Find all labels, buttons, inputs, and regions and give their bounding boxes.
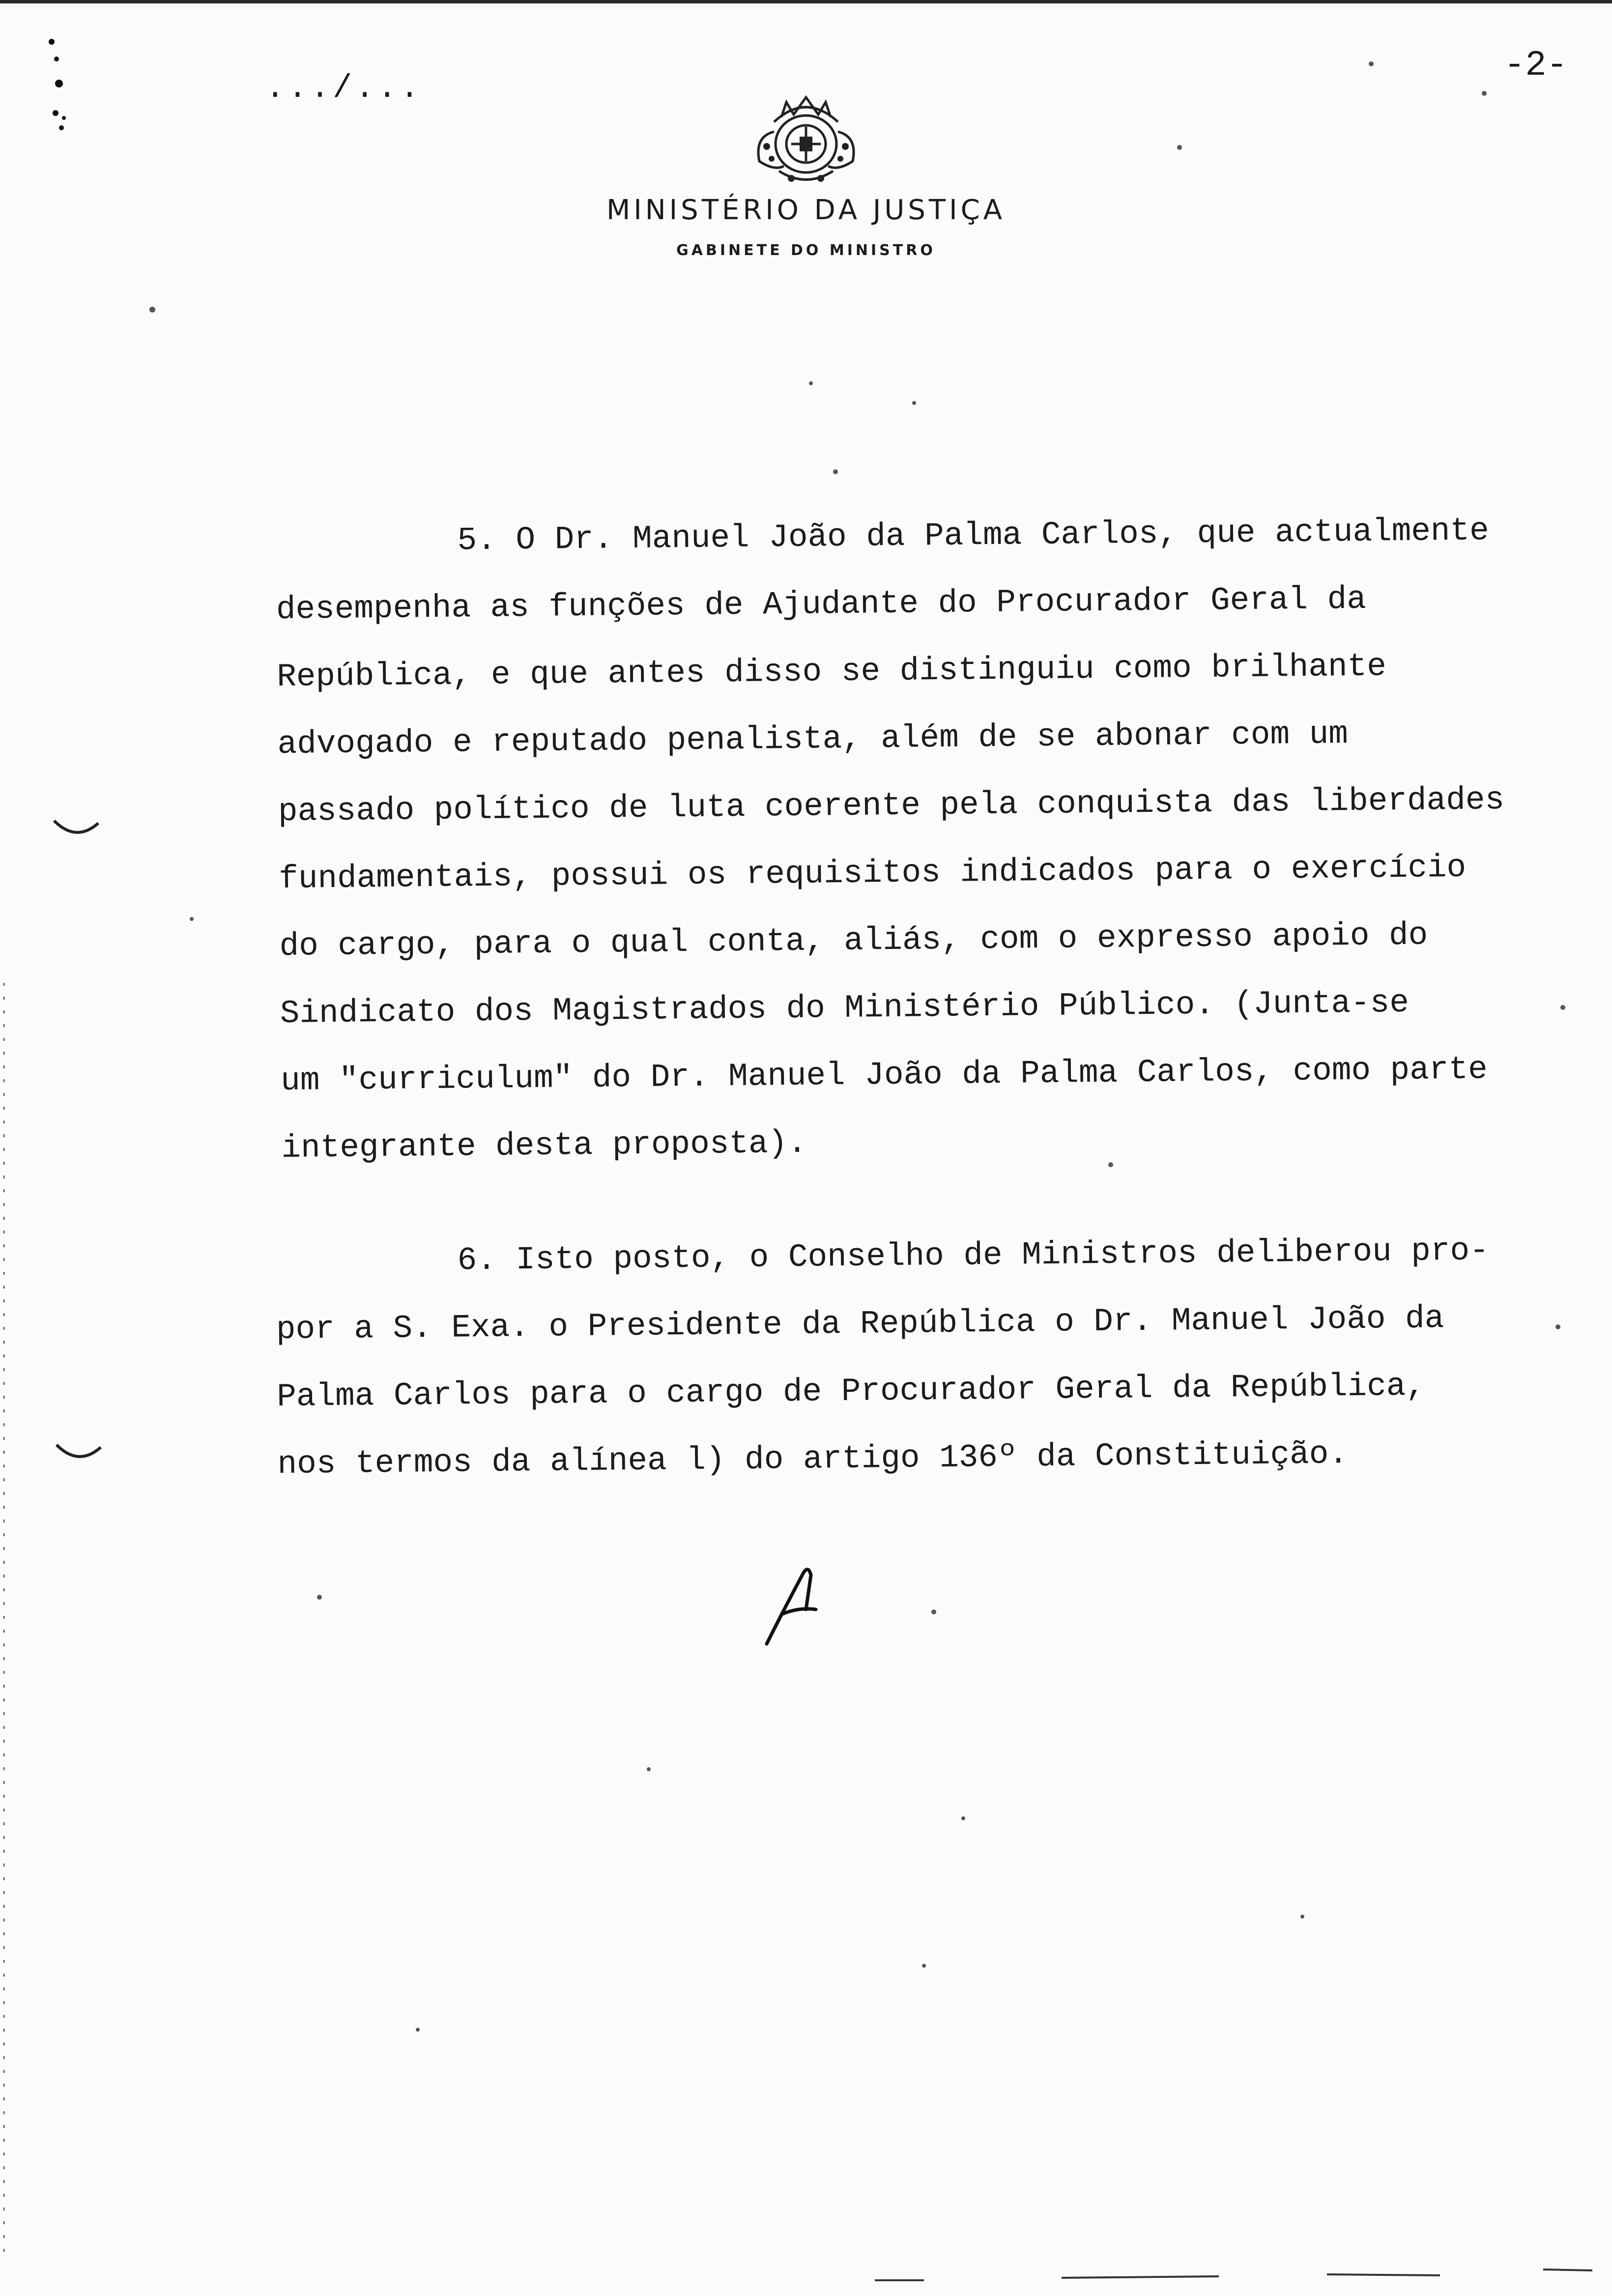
text-line: passado político de luta coerente pela conquista das liberdades xyxy=(278,781,1505,830)
text-line: República, e que antes disso se distinguiu como brilhante xyxy=(276,648,1387,695)
binding-edge-icon xyxy=(0,983,11,2261)
text-line: nos termos da alínea l) do artigo 136º da Constituição. xyxy=(277,1435,1349,1483)
text-line: fundamentais, possui os requisitos indicados para o exercício xyxy=(278,849,1467,897)
text-line: integrante desta proposta). xyxy=(281,1124,807,1167)
coat-of-arms-icon xyxy=(745,87,867,191)
text-line: Palma Carlos para o cargo de Procurador Geral da República, xyxy=(276,1367,1426,1415)
text-line: um "curriculum" do Dr. Manuel João da Palma Carlos, como parte xyxy=(280,1051,1488,1099)
text-line: advogado e reputado penalista, além de se abonar com um xyxy=(277,716,1349,763)
text-line: Sindicato dos Magistrados do Ministério Público. (Junta-se xyxy=(280,984,1410,1032)
text-line: 6. Isto posto, o Conselho de Ministros deliberou pro- xyxy=(457,1232,1490,1279)
ministry-title: MINISTÉRIO DA JUSTIÇA xyxy=(606,194,1006,226)
paragraph-5 xyxy=(275,496,1559,1182)
hole-punch-mark-icon xyxy=(52,816,101,845)
handwritten-initial-icon xyxy=(757,1563,831,1646)
paragraph-6 xyxy=(275,1216,1555,1498)
margin-specks-icon xyxy=(42,29,96,143)
continuation-mark: .../... xyxy=(265,70,423,107)
text-line: 5. O Dr. Manuel João da Palma Carlos, que actualmente xyxy=(457,512,1490,559)
ministry-subtitle: GABINETE DO MINISTRO xyxy=(676,242,936,259)
text-line: por a S. Exa. o Presidente da República o Dr. Manuel João da xyxy=(276,1300,1444,1348)
top-rule xyxy=(0,0,1612,3)
text-line: do cargo, para o qual conta, aliás, com o expresso apoio do xyxy=(279,917,1428,965)
hole-punch-mark-icon xyxy=(54,1440,103,1469)
page-number: -2- xyxy=(1504,45,1568,86)
text-line: desempenha as funções de Ajudante do Procurador Geral da xyxy=(276,580,1367,628)
